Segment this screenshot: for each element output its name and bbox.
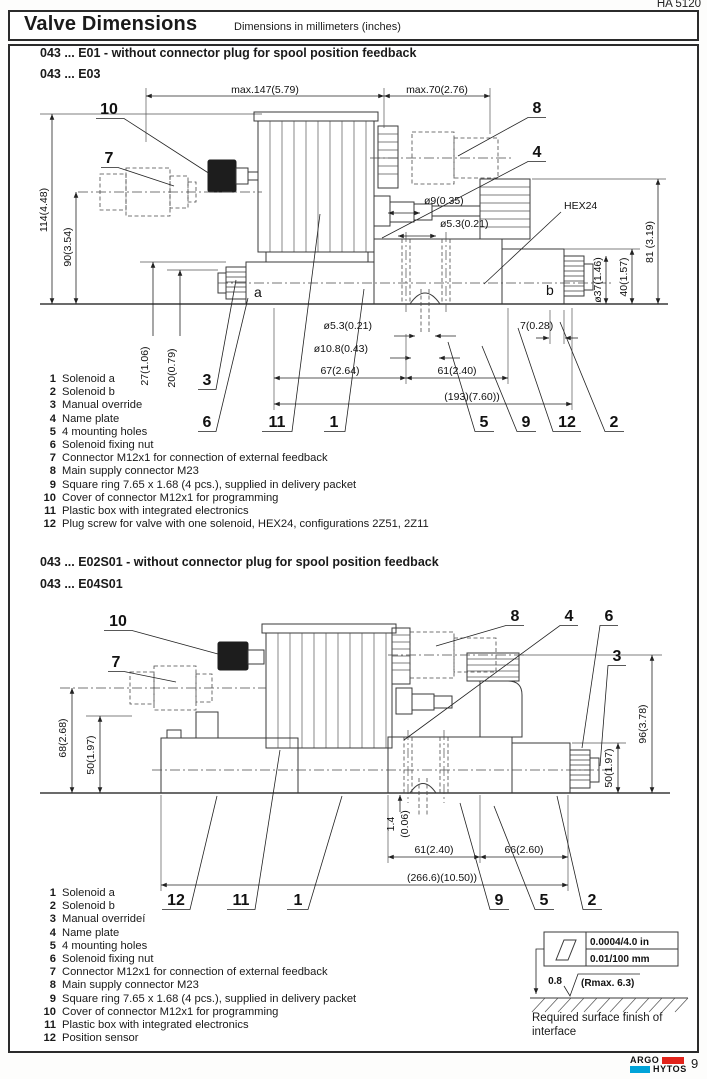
callout-9: 9 — [521, 414, 531, 431]
dim-193: (193)(7.60)) — [444, 391, 500, 403]
callout-3: 3 — [612, 648, 622, 665]
dim-68: 68(2.68) — [57, 718, 69, 758]
legend-item: 2 Solenoid b — [49, 386, 115, 399]
logo-argo-text: ARGO — [630, 1055, 660, 1065]
dim-dia9: ø9(0.35) — [424, 195, 464, 207]
callout-3: 3 — [202, 372, 212, 389]
dim-hex24: HEX24 — [564, 200, 598, 212]
dim-27: 27(1.06) — [139, 346, 151, 386]
position-sensor-knob — [218, 642, 264, 670]
dim-1-4: 1.4 — [385, 816, 397, 832]
dim-dia37: ø37(1.46) — [592, 257, 604, 303]
dim-max70: max.70(2.76) — [406, 84, 468, 96]
dim-40: 40(1.57) — [618, 257, 630, 297]
dim-1-4-in: (0.06) — [399, 810, 411, 838]
flatness-inch: 0.0004/4.0 in — [590, 937, 649, 948]
hidden-lines-2 — [130, 632, 496, 816]
callout-8: 8 — [510, 608, 520, 625]
dim-dia108: ø10.8(0.43) — [313, 343, 368, 355]
callout-11: 11 — [232, 892, 250, 909]
dim-dia53-bottom: ø5.3(0.21) — [323, 320, 372, 332]
legend-item: 5 4 mounting holes — [49, 939, 148, 952]
callout-4: 4 — [532, 144, 542, 161]
callout-2: 2 — [587, 892, 597, 909]
legend-item: 4 Name plate — [49, 412, 120, 425]
callout-11: 11 — [268, 414, 286, 431]
dim-90: 90(3.54) — [62, 227, 74, 267]
flatness-mm: 0.01/100 mm — [590, 954, 650, 965]
dim-dia53-side: ø5.3(0.21) — [440, 218, 489, 230]
legend-item: 11 Plastic box with integrated electronics — [44, 1019, 249, 1032]
callout-6: 6 — [604, 608, 614, 625]
dim-max147: max.147(5.79) — [231, 84, 299, 96]
port-b-label: b — [546, 282, 554, 298]
section2-heading-line2: 043 ... E04S01 — [40, 577, 123, 591]
dim-67: 67(2.64) — [320, 365, 360, 377]
callout-7: 7 — [111, 654, 121, 671]
legend-item: 1 Solenoid a — [49, 373, 115, 385]
callout-5: 5 — [539, 892, 549, 909]
dim-50-left: 50(1.97) — [85, 735, 97, 775]
dim-61: 61(2.40) — [437, 365, 477, 377]
legend-item: 4 Name plate — [49, 926, 120, 939]
callouts-2 — [104, 608, 626, 910]
dim-61-2: 61(2.40) — [414, 844, 454, 856]
hex24-leader — [484, 212, 561, 284]
legend-item: 2 Solenoid b — [49, 900, 115, 913]
page-number: 9 — [691, 1056, 699, 1071]
legend-item: 6 Solenoid fixing nut — [49, 953, 154, 966]
legend-item: 7 Connector M12x1 for connection of external feedback — [49, 966, 328, 979]
legend-item: 9 Square ring 7.65 x 1.68 (4 pcs.), supplied in delivery packet — [49, 992, 357, 1005]
argo-hytos-logo — [630, 1056, 688, 1074]
section1-heading-line2: 043 ... E03 — [40, 67, 101, 81]
callout-4: 4 — [564, 608, 574, 625]
dimension-labels-1 — [38, 84, 656, 403]
legend-item: 3 Manual overrideí — [49, 913, 146, 926]
centerlines-2 — [60, 655, 612, 803]
surface-finish-symbol — [528, 924, 698, 1016]
document-reference: HA 5120 — [656, 0, 701, 10]
units-note: Dimensions in millimeters (inches) — [234, 21, 401, 33]
callout-8: 8 — [532, 100, 542, 117]
dim-7: 7(0.28) — [520, 320, 554, 332]
legend-item: 3 Manual override — [49, 399, 143, 412]
callout-5: 5 — [479, 414, 489, 431]
dim-81: 81 (3.19) — [644, 220, 656, 264]
flatness-icon — [556, 940, 576, 960]
callout-1: 1 — [329, 414, 339, 431]
callout-12: 12 — [558, 414, 576, 431]
dim-66: 66(2.60) — [504, 844, 544, 856]
dim-20: 20(0.79) — [166, 348, 178, 388]
callout-7: 7 — [104, 150, 114, 167]
callout-2: 2 — [609, 414, 619, 431]
surface-finish-caption: Required surface finish of interface — [532, 1012, 663, 1038]
callout-1: 1 — [293, 892, 303, 909]
page-title: Valve Dimensions — [24, 13, 198, 35]
callout-6: 6 — [202, 414, 212, 431]
legend-item: 10 Cover of connector M12x1 for programming — [43, 1005, 279, 1018]
programming-cover-knob — [208, 160, 258, 192]
callout-10: 10 — [109, 613, 127, 630]
legend-item: 1 Solenoid a — [49, 887, 115, 899]
callout-10: 10 — [100, 101, 118, 118]
legend-1 — [38, 373, 429, 531]
logo-hytos-text: HYTOS — [653, 1064, 687, 1074]
valve-outline-2 — [40, 624, 670, 793]
legend-item: 8 Main supply connector M23 — [49, 465, 199, 478]
legend-2 — [38, 887, 356, 1045]
port-a-label: a — [254, 284, 262, 300]
legend-item: 5 4 mounting holes — [49, 425, 148, 438]
logo-cyan-block — [630, 1066, 650, 1073]
section2-heading-line1: 043 ... E02S01 - without connector plug for spool position feedback — [40, 555, 439, 569]
dim-96: 96(3.78) — [637, 704, 649, 744]
roughness-rmax: (Rmax. 6.3) — [581, 978, 635, 989]
dim-50-right: 50(1.97) — [603, 748, 615, 788]
legend-item: 10 Cover of connector M12x1 for programming — [43, 491, 279, 504]
hatched-surface — [530, 998, 688, 1012]
logo-red-block — [662, 1057, 684, 1064]
section1-heading-line1: 043 ... E01 - without connector plug for spool position feedback — [40, 46, 417, 60]
legend-item: 8 Main supply connector M23 — [49, 979, 199, 992]
legend-item: 12 Plug screw for valve with one solenoid, HEX24, configurations 2Z51, 2Z11 — [43, 518, 429, 531]
drawing-e02s01-e04s01 — [12, 598, 695, 928]
legend-item: 7 Connector M12x1 for connection of external feedback — [49, 452, 328, 465]
legend-item: 6 Solenoid fixing nut — [49, 439, 154, 452]
legend-item: 9 Square ring 7.65 x 1.68 (4 pcs.), supplied in delivery packet — [49, 478, 357, 491]
legend-item: 12 Position sensor — [43, 1032, 139, 1045]
roughness-value: 0.8 — [548, 976, 562, 987]
legend-item: 11 Plastic box with integrated electronics — [44, 505, 249, 518]
dim-114: 114(4.48) — [38, 187, 50, 233]
callout-9: 9 — [494, 892, 504, 909]
callout-12: 12 — [167, 892, 185, 909]
dim-266: (266.6)(10.50)) — [406, 872, 478, 884]
